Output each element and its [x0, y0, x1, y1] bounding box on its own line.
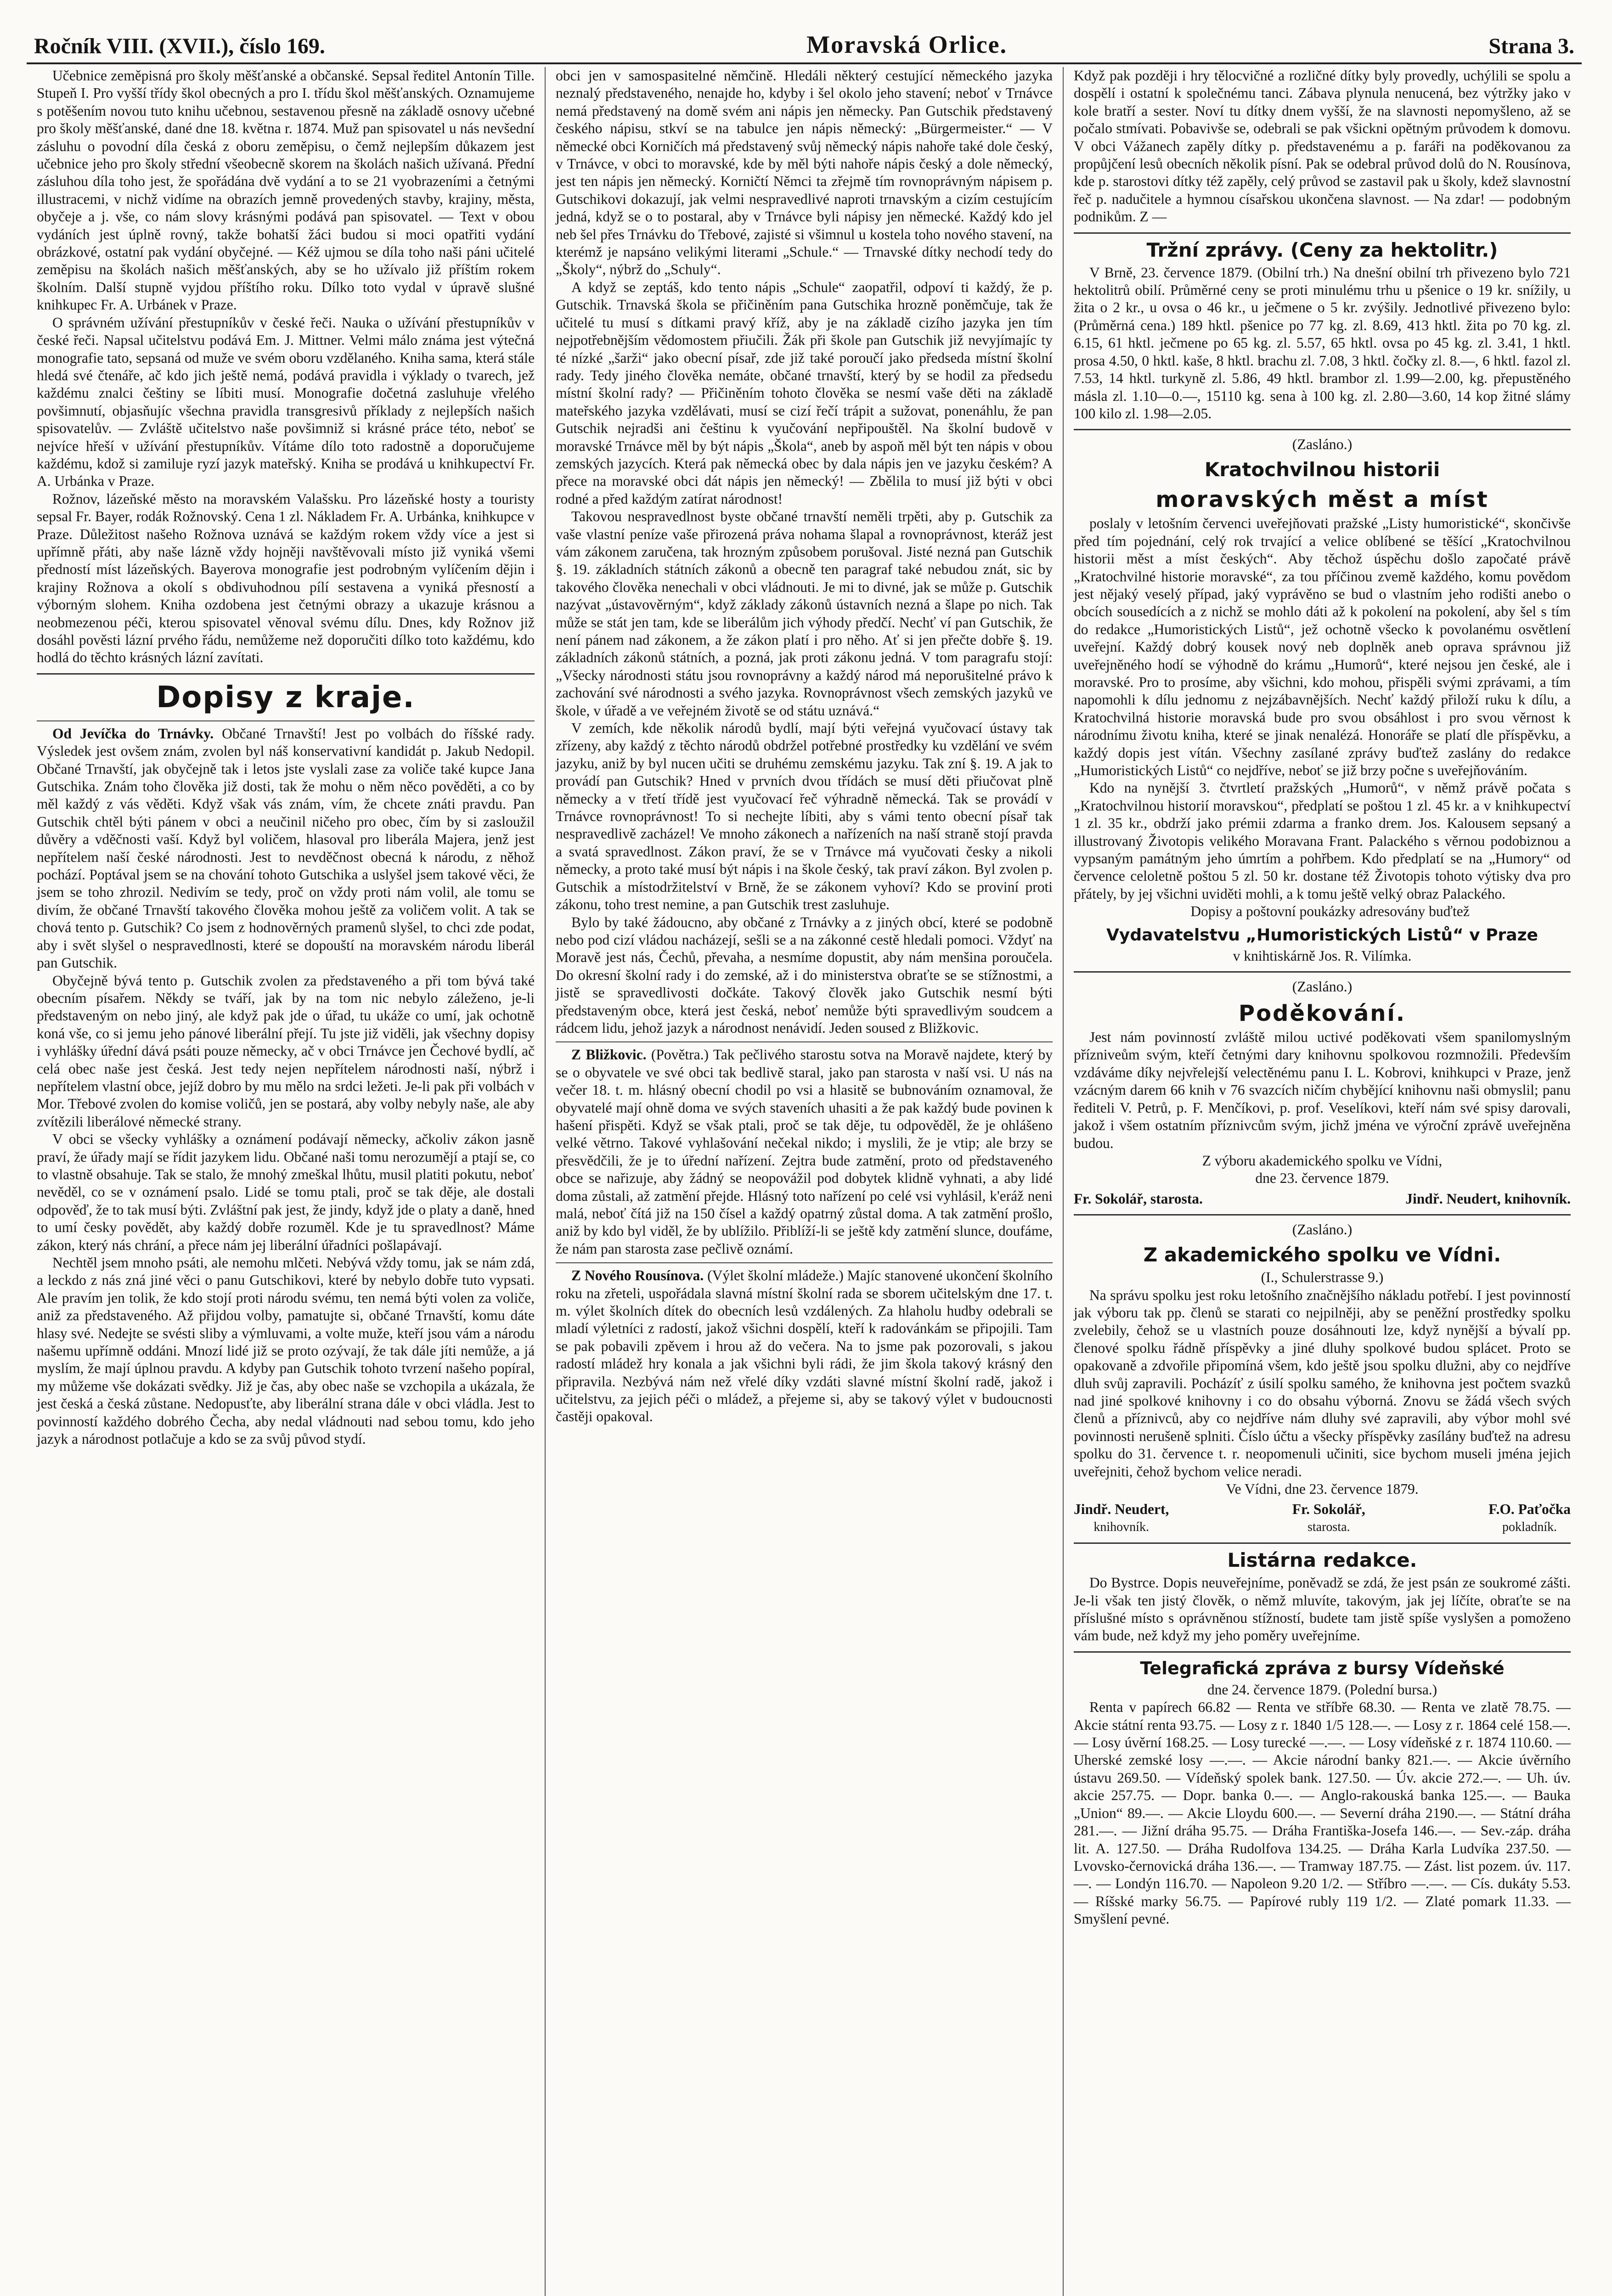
signature-neudert: Jindř. Neudert, knihovník. — [1405, 1190, 1571, 1207]
zaslano-label: (Zasláno.) — [1292, 436, 1353, 453]
signature-role: knihovník. — [1093, 1519, 1149, 1534]
article-head-rousinov: Z Nového Rousínova. — [571, 1267, 704, 1284]
signature-name: Fr. Sokolář, — [1292, 1501, 1365, 1518]
market-report: V Brně, 23. července 1879. (Obilní trh.) Na dnešní obilní trh přivezeno bylo 721 hektolitrů obilí. Průměrné ceny se proti minulému trhu u pšenice o 19 kr. snížily, u žita o 2 kr., u ovsa o 46 kr., u ječmene o 5 kr. zvýšily. Jednotlivé přivezeno bylo: (Průměrná cena.) 189 hktl. pšenice po 77 kg. zl. 8.69, 413 hktl. žita po 70 kg. zl. 6.15, 61 hktl. ječmene po 65 kg. zl. 5.57, 65 hktl. ovsa po 45 kg. zl. 3.41, 1 hktl. prosa 4.50, 0 hktl. kaše, 8 hktl. brachu zl. 7.08, 3 hktl. čočky zl. 8.—, 6 hktl. fazol zl. 7.53, 14 hktl. turkyně zl. 5.86, 49 hktl. brambor zl. 1.99—2.00, kg. přepustěného másla zl. 1.10—0.—, 15110 kg. sena à 100 kg. zl. 2.80—3.60, 14 kop žitné slámy 100 kilo zl. 1.98—2.05. — [1074, 264, 1571, 422]
divider — [1074, 971, 1571, 973]
signature-role: starosta. — [1307, 1519, 1350, 1534]
article-jevicko-p2: Obyčejně bývá tento p. Gutschik zvolen za představeného a při tom bývá také obecním písařem. Někdy se tváří, jak by na tom nic nebylo záleženo, je-li představeným on nebo jiný, ale když pak jde o úřad, tu ukáže co umí, jak ochotně koná vše, co si jemu jeho pánové liberální přejí. Tu jste již viděli, jak všechny dopisy i vyhlášky úřední dává psáti pouze německy, ač v obci Trnávce jen Čechové bydlí, ač celá obec naše jest česká. Jest tedy nejen nepřítelem národnosti naší, nýbrž i nepřítelem vlastní obce, jejíž dobro by mu mělo na srdci ležeti. Je-li pak při volbách v Mor. Třebové zvolen do komise voličů, jen se postará, aby volby nebyly naše, ale aby zvítězili liberálové německé strany. — [37, 972, 535, 1130]
signature-name: Jindř. Neudert, — [1074, 1501, 1169, 1518]
signature-name: F.O. Paťočka — [1488, 1501, 1571, 1518]
column-3 — [1063, 67, 1581, 2296]
article-blizkovic: (Povětra.) Tak pečlivého starostu sotva na Moravě najdete, který by se o obyvatele ve své obci tak bedlivě staral, jako pan starosta v naší vsi. U nás na večer 18. t. m. hlásný obecní chodil po vsi a hlasitě se bubnováním oznamoval, že obyvatelé mají ohně doma ve svých staveních uhasiti a že pak každý bude povinen k hašení přispěti. Když se však ptali, proč se tak děje, tu odpověděl, že je ohlášeno velké větrno. Takové vyhlašování nečekal nikdo; i myslili, že je vtip; ale brzy se přesvědčili, že je to úřední nařízení. Zejtra bude zatmění, proto od představeného obce se nařizuje, aby žádný se neopovážil pod dobytek klidně vyhnati, a aby lidé doma zůstali, až zatmění přejde. Hlásný toto nařízení po celé vsi vyhlásil, k'eráž neni malá, neboť čítá již na 150 čísel a každý opatrný zůstal doma. A tak zatmění prošlo, aniž by kdo byl viděl, že by ublížilo. Přiblíží-li se ještě kdy zatmění slunce, doufáme, že nám pan starosta zase pečlivě oznámí. — [556, 1047, 1053, 1257]
kratochvilna-address-sub: v knihtiskárně Jos. R. Vilímka. — [1233, 947, 1412, 964]
podekovani-sign-1: Z výboru akademického spolku ve Vídni, — [1202, 1152, 1443, 1169]
kratochvilna-text-2: Kdo na nynější 3. čtvrtletí pražských „Humorů“, v němž právě počata s „Kratochvilnou historií moravskou“, předplatí se poštou 1 zl. 45 kr. a v knihkupectví 1 zl. 35 kr., obdrží jako prémii zdarma a franko drem. Jos. Kalousem sepsaný a illustrovaný Životopis velikého Moravana Frant. Palackého s věrnou podobiznou a vypsaným památným jeho úmrtím a pohřbem. Kdo předplatí se na „Humory“ od července celoletně poštou 5 zl. 50 kr. dostane též Životopis tohoto výtisky dva pro přátely, by jej všichni uviděti mohli, a k tomu ještě velký obraz Palackého. — [1074, 780, 1571, 902]
divider — [556, 1041, 1053, 1042]
article-rousinov-cont: Když pak později i hry tělocvičné a rozličné dítky byly provedly, uchýlili se spolu a dospělí i ostatní k společnému tanci. Zábava plynula nenucená, bez výtržky jako v kole bratří a sester. Noví tu dítky dnem vyšší, že na slavnosti nepomyšleno, až se počalo stmívati. Pobavivše se, odebrali se pak všickni opětným průvodem k domovu. V obci Vážanech zapěly dítky p. představenému a p. faráři na poděkovanou za propůjčení lesů obecních několik písní. Pak se odebral průvod dolů do N. Rousínova, kde p. starostovi dítky též zapěly, celý průvod se zastavil pak u školy, kdež slavnostní řeč p. nadučitele a hymnou císařskou ukončena slavnost. — Na zdar! — podobným podnikům. Z — — [1074, 68, 1571, 225]
article-jevicko: Občané Trnavští! Jest po volbách do říšské rady. Výsledek jest ovšem znám, zvolen byl náš konservativní kandidát p. Jakub Nedopil. Občané Trnavští, jak obyčejně tak i letos jste vyslali zase za voliče také kupce Jana Gutschika. Znám toho člověka již dosti, tak že mohu o něm něco pověděti, a co by měl každý z vás věděti. Když však vás znám, vím, že chcete znáti pravdu. Pan Gutschik chtěl býti pánem v obci a neučinil ničeho pro obec, čím by si zasloužil důvěry a vděčnosti vaší. Když byl voličem, hlasoval pro liberála Majera, jenž jest nepřítelem naší české národnosti. Jest to nevděčnost obecná k národu, z něhož pochází. Poptával jsem se na chování tohoto Gutschika a uslyšel jsem takové věci, že jsem se toho zhrozil. Nedivím se tedy, proč on vždy proti nám volil, ale tomu se divím, že občané Trnavští takového člověka mohou ještě za voličem volit. A tak se chová tento p. Gutschik? Co jsem z hodnověrných pramenů slyšel, to chci zde podat, aby i svět slyšel o nespravedlnosti, které se dopouští na moravském národu liberál pan Gutschik. — [37, 725, 535, 971]
podekovani-title: Poděkování. — [1238, 1001, 1406, 1027]
market-subtitle: (Ceny za hektolitr.) — [1290, 238, 1498, 261]
column-1 — [27, 67, 545, 2296]
divider — [1074, 1651, 1571, 1653]
article-head-blizkovic: Z Bližkovic. — [571, 1047, 647, 1063]
columns — [27, 67, 1582, 2296]
podekovani-sign-2: dne 23. července 1879. — [1255, 1170, 1389, 1187]
column-2 — [545, 67, 1063, 2296]
masthead — [27, 18, 1582, 64]
listarna-title: Listárna redakce. — [1227, 1549, 1417, 1572]
akademicky-spolek-signatures — [1074, 1501, 1571, 1536]
kratochvilna-text-3: Dopisy a poštovní poukázky adresovány buďtež — [1190, 903, 1470, 920]
podekovani-text: Jest nám povinností zvláště milou uctivé poděkovati všem spanilomyslným přízniveům svým, kteří četnými dary knihovnu spolkovou rozmnožili. Především vzdáváme díky nejvřelejší velectěnému panu I. L. Kobrovi, knihkupci v Praze, jenž vzácným darem 66 knih v 76 svazcích ničím chybějící knihovnu naši obmyslil; panu řediteli V. Petrů, p. F. Menčíkovi, p. prof. Veselíkovi, kteří nám své spisy darovali, jakož i všem ostatním příznivcům svým, jichž jména ve výroční zprávě uveřejněna budou. — [1074, 1029, 1571, 1151]
divider — [1074, 429, 1571, 430]
akademicky-spolek-title: Z akademického spolku ve Vídni. — [1143, 1244, 1501, 1266]
akademicky-spolek-address: (I., Schulerstrasse 9.) — [1261, 1269, 1384, 1286]
telegraph-title: Telegrafická zpráva z bursy Vídeňské — [1140, 1658, 1505, 1678]
divider — [37, 720, 535, 721]
zaslano-label-2: (Zasláno.) — [1292, 978, 1353, 995]
zaslano-label-3: (Zasláno.) — [1292, 1221, 1353, 1238]
signature-role: pokladník. — [1502, 1519, 1557, 1534]
issue-number: Ročník VIII. (XVII.), číslo 169. — [34, 34, 325, 58]
telegraph-subtitle: dne 24. července 1879. (Polední bursa.) — [1207, 1681, 1437, 1698]
divider — [37, 673, 535, 675]
divider — [1074, 232, 1571, 234]
divider — [556, 1262, 1053, 1263]
article-continued-p2: A když se zeptáš, kdo tento nápis „Schule“ zaopatřil, odpoví ti každý, že p. Gutschik. Trnavská škola se přičiněním pana Gutschika hrozně poněmčuje, tak že učitelé tu musí s dítkami pravý kříž, aby je na základě cizího jazyka jen tím nejpotřebnějším vědomostem přiučili. Žák při škole pan Gutschik již nevyjímajíc ty té nízké „šarži“ jako obecní písař, zde již také poroučí jako předseda místní školní rady. Tedy jiného člověka nemáte, občané trnavští, který by se hodil za předsedu místní školní rady? — Přičiněním tohoto člověka se nesmí vaše děti na základě mateřského jazyka vzdělávati, musí se cizí řečí trápit a sužovat, ponenáhlu, že pan Gutschik nejradši ani češtinu k vyučování nepřipouštěl. Na školní budově v moravské Trnávce měl by být nápis „Škola“, aneb by aspoň měl být ten nápis v obou zemských jazycích. Která pak německá obec by dala nápis jen ve jazyku českém? A přece na moravské obci dát nápis jen německý! — Zbělila to musí již býti v obci rodné a před každým zatírat národnost! — [556, 279, 1053, 507]
article-continued-p5: Bylo by také žádoucno, aby občané z Trnávky a z jiných obcí, které se podobně nebo pod cizí vládou nacházejí, sešli se a na zákonné cestě hledali pomoci. Vždyť na Moravě jest nás, Čechů, převaha, a nesmíme dopustit, aby nám menšina poroučela. Do okresní školní rady i do zemské, až i do ministerstva obraťte se se stížnostmi, a jistě se spravedlivosti dočkáte. Takový člověk jako Gutschik nesmí býti představeným obce, která jest česká, neboť nemůže býti spravedlivým soudcem a rádcem lidu, jehož jazyk a národnost nenávidí. Jeden soused z Bližkovic. — [556, 914, 1053, 1036]
review-roznov: Rožnov, lázeňské město na moravském Valašsku. Pro lázeňské hosty a touristy sepsal Fr. Bayer, rodák Rožnovský. Cena 1 zl. Nákladem Fr. A. Urbánka, knihkupce v Praze. Důležitost našeho Rožnova uznává se každým rokem vždy více a jest si upřímně přáti, aby naše lázně vždy hojněji navštěvovali místo již vyniká všemi předností míst lázeňských. Bayerova monografie jest podrobným vylíčením dějin i krajiny Rožnova a okolí s obdivuhodnou pílí sestavena a vyniká přesností a výborným slohem. Kniha ozdobena jest četnými obrazy a ukazuje krásnou a neobmezenou péči, kterou spisovatel věnoval svému dílu. Dnes, kdy Rožnov již dosáhl pověsti lázní prvého řádu, nemůžeme než doporučiti dílko toto každému, kdo hodlá do těchto krásných lázní zavítati. — [37, 490, 535, 666]
newspaper-title: Moravská Orlice. — [806, 31, 1008, 58]
signature-sokolar: Fr. Sokolář, starosta. — [1074, 1190, 1203, 1207]
article-jevicko-p4: Nechtěl jsem mnoho psáti, ale nemohu mlčeti. Nebývá vždy tomu, jak se nám zdá, a leckdo z nás zná jiné věci o panu Gutschikovi, které by nebylo dobře tuto vypsati. Ale pravím jen tolik, že kdo stojí proti národu svému, ten nemá býti volen za voliče, aniž za představeného. Až přijdou volby, pamatujte si, občané Trnavští, komu dáte hlasy své. Nedejte se svésti sliby a výmluvami, a volte muže, kteří jsou vám a národu našemu upřímně oddáni. Mnozí lidé již se proto ozývají, že tak dále jíti nemůže, a já myslím, že mají úplnou pravdu. A kdyby pan Gutschik tohoto tvrzení našeho popíral, my můžeme vše dokázati svědky. Již je čas, aby obec naše se vzchopila a ukázala, že jest česká a česká zůstane. Nedopusťte, aby liberální strana dále v obci vládla. Jest to povinností každého dobrého Čecha, aby nedal vládnouti nad sebou tomu, kdo jeho jazyk a národnost potlačuje a kdo se za svůj původ stydí. — [37, 1255, 535, 1447]
kratochvilna-title-2: moravských měst a míst — [1155, 487, 1489, 513]
article-jevicko-p3: V obci se všecky vyhlášky a oznámení podávají německy, ačkoliv zákon jasně praví, že úřady mají se řídit jazykem lidu. Občané naši tomu nerozumějí a ptají se, co to vlastně obsahuje. Tak se stalo, že mnohý zmeškal lhůtu, musil platiti pokutu, neboť nevěděl, co se v oznámení psalo. Lidé se tomu ptali, proč se tak děje, ale dostali odpověď, že to tak musí býti. Zvláštní pak jest, že jindy, když jde o platy a daně, hned to umí česky povědět, aby každý dobře rozuměl. Kde je tu spravedlnost? Máme zákon, který nás chrání, a přece nám jej liberální úřadníci pošlapávají. — [37, 1131, 535, 1253]
kratochvilna-address: Vydavatelstvu „Humoristických Listů“ v Praze — [1106, 925, 1538, 945]
akademicky-spolek-text: Na správu spolku jest roku letošního značnějšího nákladu potřebí. I jest povinností jak výboru tak pp. členů se starati co nejpilněji, aby se peněžní prostředky spolku zvelebily, čehož se u vlastních pouze dosáhnouti lze, když nynější a bývalí pp. členové spolku řádně příspěvky a jiné dluhy spolkové budou splácet. Proto se opakovaně a zdvořile připomíná všem, kdo ještě jsou spolku dlužni, aby co nejdříve dluh svůj zapravili. Pocházíť z úsilí spolku samého, že knihovna jest počtem svazků nad jiné spolkové knihovny i co do obsahu výborná. Znovu se žádá všech svých členů a příznivců, aby co nejdříve nám dluhy své zapravili, aby výbor mohl své povinnosti nerušeně splniti. Číslo účtu a všecky příspěvky zasílány buďtež na adresu spolku do 31. července t. r. neopomenuli učiniti, sice bychom museli jména jejich uveřejniti, čehož bychom velice neradi. — [1074, 1287, 1571, 1480]
kratochvilna-text: poslaly v letošním červenci uveřejňovati pražské „Listy humoristické“, skončivše před tím pojednání, celý rok trvající a velice oblíbené se těšící „Kratochvilnou historii měst a míst českých“. Aby těchož úspěchu došlo započaté právě „Kratochvilné historie moravské“, za tou příčinou zvemě každého, komu povědom jest nějaký veselý případ, jaký vyprávěno se bud o vlastním jeho rodišti anebo o obcích sousedících a z nichž se mohlo dáti až k pokolení na pokolení, aby šel s tím do redakce „Humoristických Listů“, jež ochotně všecko k povolanému osvětlení uveřejní. Každý dobrý kousek nový neb doplněk aneb oprava správnou již uveřejněného hodí se výhodně do krámu „Humorů“, které nejsou jen české, ale i moravské. Pro to prosíme, aby všichni, kdo mohou, přispěli svými zprávami, a tím napomohli k dílu jednomu z nejzábavnějších. Nechť každý přiloží ruku k dílu, a Kratochvilná historie moravská bude pro svou obsáhlost i pro svou věrnost k národnímu životu kniha, které se jinak nenalézá. Honoráře se platí dle příspěvku, a každý dopis jest vítán. Všechny zasílané zprávy buďtež zaslány do redakce „Humoristických Listů“ co nejdříve, neboť se již brzy počne s uveřejňováním. — [1074, 515, 1571, 778]
article-rousinov: (Výlet školní mládeže.) Majíc stanovené ukončení školního roku na zřeteli, uspořádala slavná místní školní rada se sborem učitelským dne 17. t. m. výlet školních dítek do obecních lesů vzdálených. Za hlaholu hudby odebrali se mladí výletníci z radostí, jakož všichni dospělí, kteří k radovánkám se připojili. Tam se pak pobavili zpěvem i hrou až do večera. Na to jsme pak pozorovali, s jakou radostí mládež hry konala a jak všichni byli rádi, že jim škola takový krásný den připravila. Nezbývá nám než vřelé díky vzdáti slavné místní školní radě, jakož i učitelstvu, za jejich péči o mládež, a přejeme si, aby se takový výlet v budoucnosti častěji opakoval. — [556, 1267, 1053, 1425]
divider — [1074, 1542, 1571, 1544]
page-number: Strana 3. — [1488, 34, 1574, 58]
market-title: Tržní zprávy. (Ceny za hektolitr.) — [1146, 238, 1498, 261]
review-ucebnice: Učebnice zeměpisná pro školy měšťanské a občanské. Sepsal ředitel Antonín Tille. Stupeň I. Pro vyšší třídy škol obecných a pro I. třídu škol měšťanských. Oznamujeme s potěšením novou tuto knihu učebnou, sestavenou přesně na základě osnovy učebné pro školy měšťanské, dané dne 18. května r. 1874. Muž pan spisovatel u nás nevšední zásluhu o povodní díla česká z oboru zeměpisu, o čemž nejlepším důkazem jest učebnice jeho pro školy střední všeobecně skorem na školách našich užívaná. Přední zásluhou díla toho jest, že spořádána dvě vydání a to se 21 vyobrazeními a četnými illustracemi, v nichž vidíme na obrazích jemně provedených stavby, krajiny, města, obyčeje a j. vše, co nám slovy krásnými podává pan spisovatel. — Text v obou vydáních jest úplně rovný, takže bohatší žáci budou si moci opatřiti vydání obrázkové, ostatní pak vydání obyčejné. — Kéž ujmou se díla toho naši páni učitelé zeměpisu na školách našich měšťanských, aby se ho užívalo již příštím rokem školním. Další stupně vyjdou příštího roku. Dílko toto vydal v úpravě slušné knihkupec Fr. A. Urbánek v Praze. — [37, 68, 535, 313]
article-head-jevicko: Od Jevíčka do Trnávky. — [52, 725, 214, 742]
divider — [1074, 1214, 1571, 1216]
article-continued-p3: Takovou nespravedlnost byste občané trnavští neměli trpěti, aby p. Gutschik za vaše vlastní peníze vaše přirozená práva nohama šlapal a rovnoprávnost, kteráž jest vám zákonem zaručena, tak hrozným způsobem porušoval. Jisté nezná pan Gutschik §. 19. základních státních zákonů a obecně ten paragraf také nebudou znát, sic by takového člověka nenechali v obci vládnouti. Je mi to divné, jak se může p. Gutschik nazývat „ústavověrným“, když základy zákonů ústavních nezná a šlape po nich. Tak může se stát jen tam, kde se liberálům jich výhody předčí. Nechť ví pan Gutschik, že není pánem nad zákonem, a že zákon platí i pro něho. Ať si jen přečte dobře §. 19. základních zákonů státních, a pozná, jak proti zákonu jedná. V tom paragrafu stojí: „Všecky národnosti státu jsou rovnoprávny a každý národ má neporušitelné právo k zachování své národnosti a svého jazyka. Rovnoprávnost všech zemských jazyků ve škole, v úřadě a ve veřejném životě se od státu uznává.“ — [556, 508, 1053, 719]
section-title-dopisy: Dopisy z kraje. — [156, 680, 415, 715]
telegraph-text: Renta v papírech 66.82 — Renta ve stříbře 68.30. — Renta ve zlatě 78.75. — Akcie státní renta 93.75. — Losy z r. 1840 1/5 128.—. — Losy z r. 1864 celé 158.—. — Losy úvěrní 168.25. — Losy turecké —.—. — Losy vídeňské z r. 1874 110.60. — Uherské zemské losy —.—. — Akcie národní banky 821.—. — Akcie úvěrního ústavu 269.50. — Vídeňský spolek bank. 127.50. — Úv. akcie 272.—. — Uh. úv. akcie 257.75. — Dopr. banka 0.—. — Anglo-rakouská banka 125.—. — Bauka „Union“ 89.—. — Akcie Lloydu 600.—. — Severní dráha 2190.—. — Státní dráha 281.—. — Jižní dráha 95.75. — Dráha Františka-Josefa 146.—. — Sev.-záp. dráha lit. A. 127.50. — Dráha Rudolfova 134.25. — Dráha Karla Ludvíka 237.50. — Lvovsko-černovická dráha 136.—. — Tramway 187.75. — Zást. list pozem. úv. 117.—. — Londýn 116.70. — Napoleon 9.20 1/2. — Stříbro —.—. — Cís. dukáty 5.53. — Ríšské marky 56.75. — Papírové rubly 119 1/2. — Zlaté pomark 11.33. — Smyšlení pevné. — [1074, 1699, 1571, 1927]
akademicky-spolek-date: Ve Vídni, dne 23. července 1879. — [1226, 1481, 1419, 1497]
article-continued-p4: V zemích, kde několik národů bydlí, mají býti veřejná vyučovací ústavy tak zřízeny, aby každý z těchto národů obdržel potřebné prostředky ku vzdělání ve svém jazyku, aniž by byl nucen učiti se druhému zemskému jazyku. Tak zní §. 19. A jak to provádí pan Gutschik? Hned v prvních dvou třídách se musí děti přiučovat plně německy a v třetí třídě jest vyučovací řeč výhradně německá. Tak se provádí v Trnávce rovnoprávnost! To si nechejte líbiti, aby s vámi tento obecní písař tak nespravedlivě zacházel! Ve mnoho zákonech a nařízeních na naší straně stojí pravda a svatá spravedlnost. Zákon praví, že se v Trnávce má vyučovati česky a nikoli německy, a proto také musí být nápis i na škole český, tak praví zákon. Byl zvolen p. Gutschik a místodržitelství v Brně, že se zákonem vyhoví? Kdo se proviní proti zákonu, toho trest nemine, a pan Gutschik trest zasluhuje. — [556, 720, 1053, 913]
listarna-text: Do Bystrce. Dopis neuveřejníme, poněvadž se zdá, že jest psán ze soukromé zášti. Je-li však ten jistý člověk, o němž mluvíte, takovým, jak jej líčíte, obraťte se na příslušné místo s oprávněnou stížností, budete tam jistě spíše vyslyšen a pomoženo vám bude, než když my jeho poměry uveřejníme. — [1074, 1575, 1571, 1644]
kratochvilna-title-1: Kratochvilnou historii — [1204, 458, 1440, 481]
review-prestupniky: O správném užívání přestupníkův v české řeči. Nauka o užívání přestupníkův v české řeči. Napsal učitelstvu podává Em. J. Mittner. Velmi málo známa jest výtečná monografie tato, sepsaná od muže ve svém oboru vzdělaného. Kniha sama, která stále hledá své čtenáře, ač kdo jich ještě nemá, podává pravidla i výklady o tvarech, jež každému znalci češtiny se líbiti musí. Monografie dočetná zasluhuje vřelého povšimnutí, objasňujíc všechna pravidla transgresivů příklady z nejlepších našich spisovatelův. — Zvláště učitelstvo naše povšimniž si krásné práce této, neboť se nejvíce hřeší v užívání přestupníkův. Vítáme dílo toto radostně a doporučujeme každému, kdož si zamiluje ryzí jazyk mateřský. Kniha se prodává u knihkupectví Fr. A. Urbánka v Praze. — [37, 314, 535, 490]
article-continued: obci jen v samospasitelné němčině. Hledáli některý cestující německého jazyka neznalý představeného, nenajde ho, kdyby i šel okolo jeho stavení; neboť v Trnávce nemá představený na domě svém ani nápis jen německy. Pan Gutschik představený českého nápisu, stkví se na tabulce jen nápis německý: „Bürgermeister.“ — V německé obci Korničích má představený svůj německý nápis nahoře také dole český, v Trnávce, v obci to moravské, kde by měl býti nahoře nápis český a dole německý, jest ten nápis jen německý. Korničtí Němci ta zřejmě tím rovnoprávným nápisem p. Gutschikovi dokazují, jak velmi nespravedlivé naproti trnavským a cizím cestujícím jedná, když se o to postaral, aby v Trnávce byli nápisy jen německé. Každý kdo jel neb šel přes Trnávku do Třebové, zajisté si všimnul u kostela toho nového stavení, na kterémž je napsáno velikými literami „Schule.“ — Trnavské dítky nechodí tedy do „Školy“, nýbrž do „Schuly“. — [556, 68, 1053, 278]
podekovani-signatures — [1074, 1190, 1571, 1208]
